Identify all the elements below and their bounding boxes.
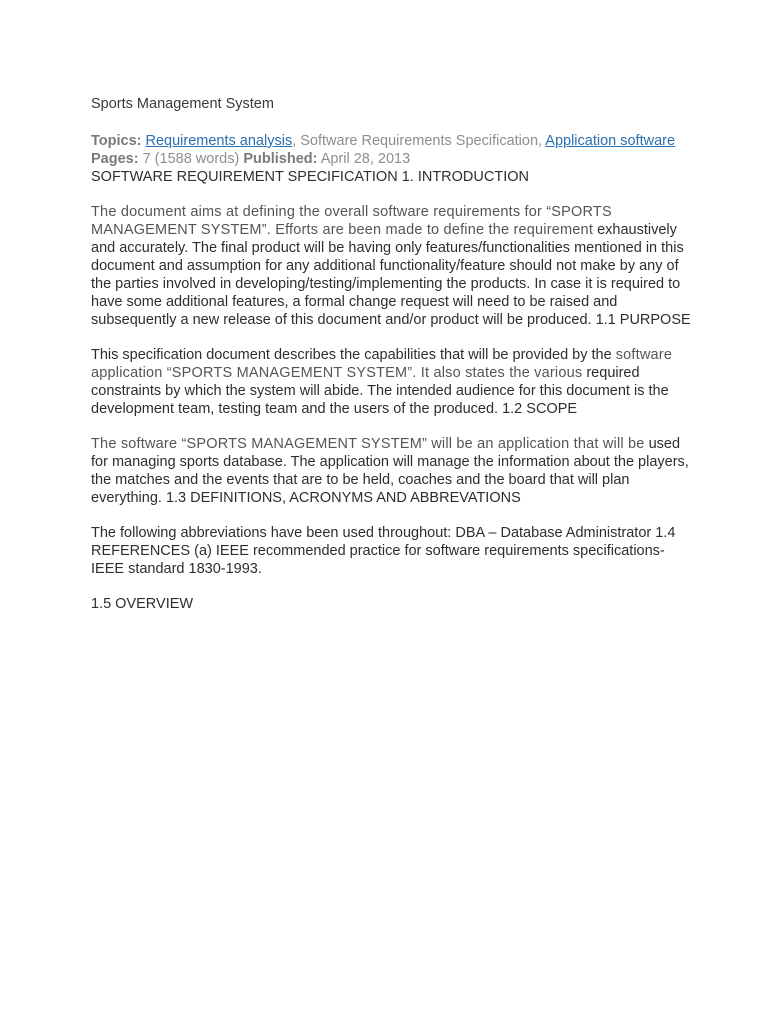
document-title: Sports Management System [91, 96, 274, 112]
paragraph-purpose-middle: software application “SPORTS MANAGEMENT SYSTEM”. It also states the various [91, 347, 673, 381]
paragraph-scope-lead: The software “SPORTS MANAGEMENT SYSTEM” will be an application that will be [91, 436, 645, 452]
topics-label: Topics: [91, 133, 142, 149]
paragraph-introduction-lead: The document aims at defining the overall software requirements for “SPORTS MANAGEMENT SYSTEM”. Efforts are been made to define the requirement [91, 204, 612, 238]
published-value: April 28, 2013 [317, 151, 411, 167]
paragraph-introduction [91, 203, 691, 329]
topic-link-requirements-analysis[interactable]: Requirements analysis [145, 133, 293, 149]
paragraph-purpose-lead: This specification document describes the capabilities that will be provided by the [91, 347, 616, 363]
paragraph-purpose [91, 346, 691, 418]
document-body [91, 95, 691, 613]
section-heading: SOFTWARE REQUIREMENT SPECIFICATION 1. INTRODUCTION [91, 169, 529, 185]
paragraph-scope-body: used for managing sports database. The application will manage the information about the players, the matches and the events that are to be held, coaches and the board that will plan everything. 1.3 DEFINITIONS, ACRONYMS AND ABBREVATIONS [91, 436, 689, 506]
paragraph-scope [91, 435, 691, 507]
topic-link-application-software[interactable]: Application software [545, 133, 676, 149]
pages-label: Pages: [91, 151, 139, 167]
pages-value: 7 (1588 words) [138, 151, 244, 167]
paragraph-purpose-body: required constraints by which the system will abide. The intended audience for this document is the development team, testing team and the users of the produced. 1.2 SCOPE [91, 365, 669, 417]
paragraph-definitions: The following abbreviations have been used throughout: DBA – Database Administrator 1.4 REFERENCES (a) IEEE recommended practice for software requirements specifications-IEEE standard 1830-1993. [91, 525, 676, 577]
paragraph-introduction-body: exhaustively and accurately. The final product will be having only features/functionalities mentioned in this document and assumption for any additional functionality/feature should not make by any of the parties involved in developing/testing/implementing the products. In case it is required to have some additional features, a formal change request will need to be raised and subsequently a new release of this document and/or product will be produced. 1.1 PURPOSE [91, 222, 691, 328]
published-label: Published: [243, 151, 318, 167]
document-meta [91, 132, 691, 168]
topic-separator: , Software Requirements Specification, [292, 133, 546, 149]
overview-heading: 1.5 OVERVIEW [91, 596, 194, 612]
